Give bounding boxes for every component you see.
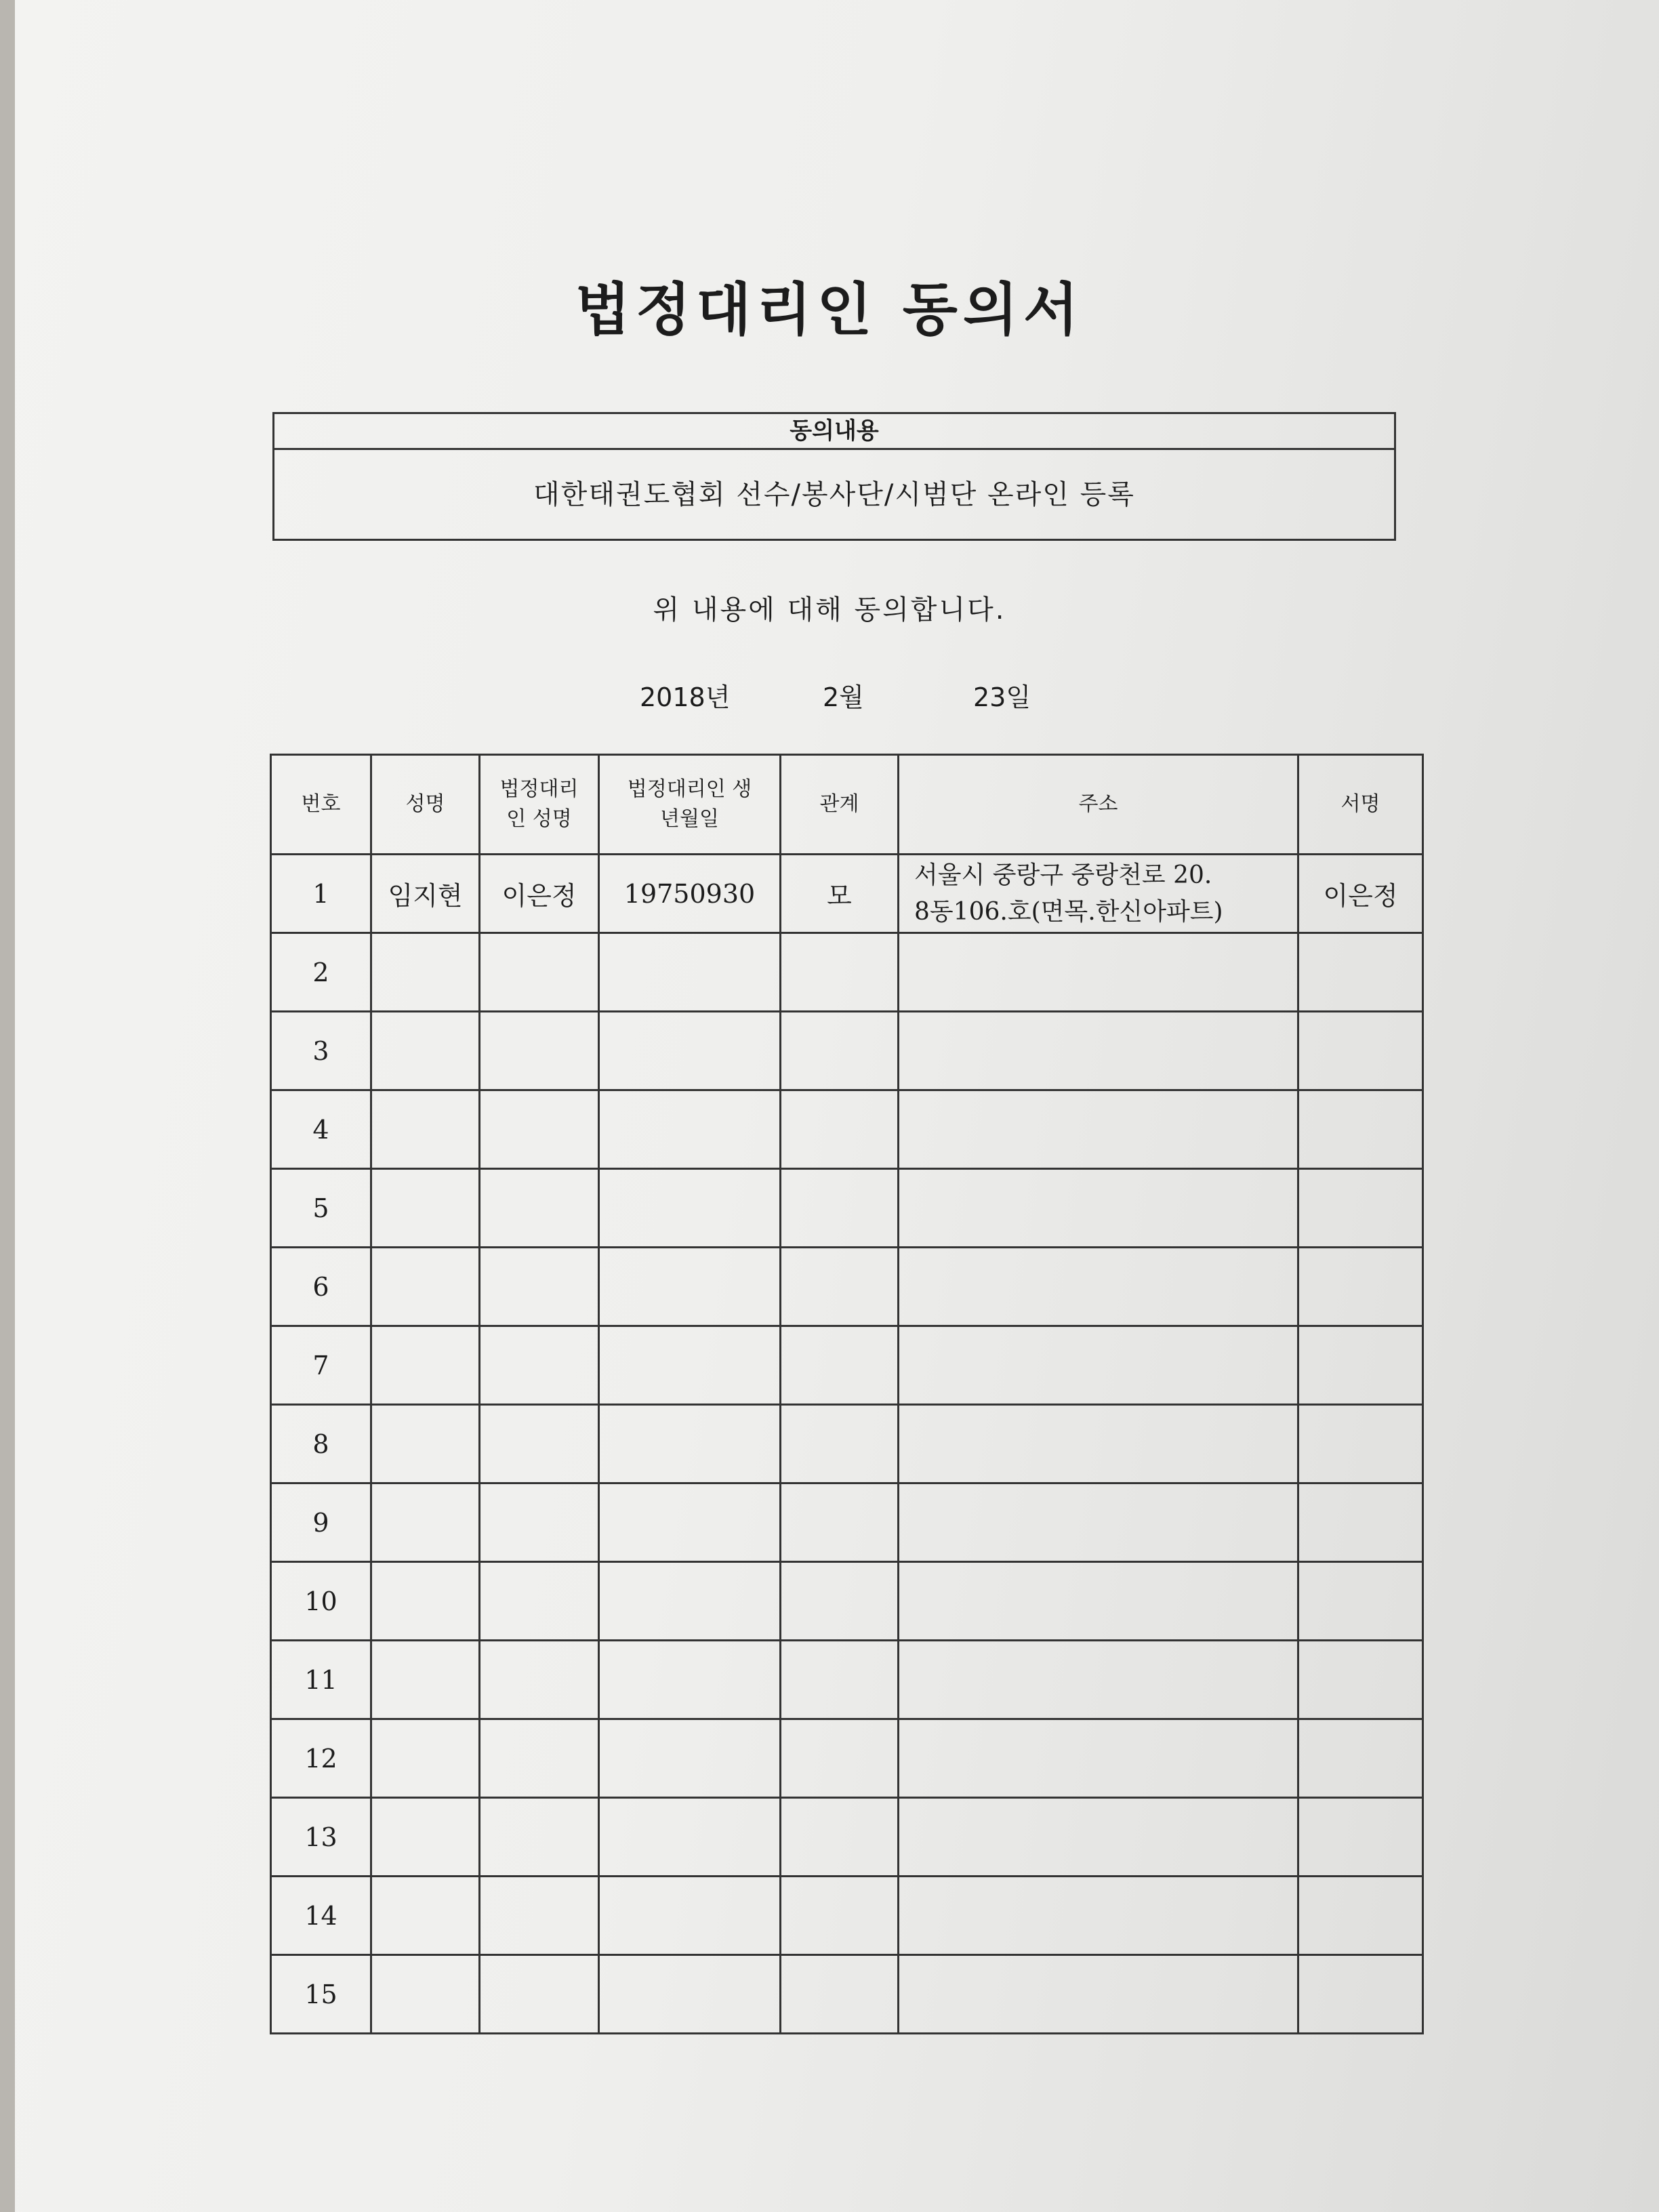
cell-address <box>899 855 1298 933</box>
date-day: 23일 <box>973 682 1031 712</box>
cell-no: 10 <box>271 1562 371 1641</box>
table-row <box>271 1090 1423 1169</box>
cell-relation <box>781 1326 899 1405</box>
table-row <box>271 1405 1423 1483</box>
cell-guardian-birth <box>599 1798 781 1877</box>
header-no: 번호 <box>271 755 371 855</box>
cell-relation <box>781 1012 899 1090</box>
cell-name <box>371 1798 480 1877</box>
cell-address <box>899 1483 1298 1562</box>
cell-address <box>899 1090 1298 1169</box>
table-row <box>271 1248 1423 1326</box>
cell-name: 임지현 <box>371 855 480 933</box>
cell-address <box>899 1955 1298 2034</box>
cell-no: 4 <box>271 1090 371 1169</box>
cell-no: 14 <box>271 1877 371 1955</box>
cell-address <box>899 1562 1298 1641</box>
guardian-roster-table <box>270 754 1424 2034</box>
cell-address <box>899 1641 1298 1719</box>
cell-address <box>899 1012 1298 1090</box>
header-address: 주소 <box>899 755 1298 855</box>
cell-address <box>899 1719 1298 1798</box>
cell-no: 13 <box>271 1798 371 1877</box>
cell-address <box>899 1248 1298 1326</box>
table-row <box>271 1955 1423 2034</box>
cell-no: 7 <box>271 1326 371 1405</box>
cell-no: 12 <box>271 1719 371 1798</box>
cell-no: 1 <box>271 855 371 933</box>
table-row <box>271 1719 1423 1798</box>
cell-relation <box>781 1090 899 1169</box>
cell-guardian-birth <box>599 1719 781 1798</box>
cell-no: 2 <box>271 933 371 1012</box>
cell-guardian-name <box>480 1955 599 2034</box>
header-relation: 관계 <box>781 755 899 855</box>
cell-guardian-name <box>480 1483 599 1562</box>
cell-relation <box>781 1641 899 1719</box>
cell-signature <box>1298 1641 1423 1719</box>
cell-signature <box>1298 1955 1423 2034</box>
cell-no: 15 <box>271 1955 371 2034</box>
cell-no: 5 <box>271 1169 371 1248</box>
cell-guardian-name <box>480 1877 599 1955</box>
cell-address <box>899 1798 1298 1877</box>
cell-guardian-birth <box>599 933 781 1012</box>
header-name: 성명 <box>371 755 480 855</box>
cell-signature <box>1298 1326 1423 1405</box>
cell-relation <box>781 1877 899 1955</box>
cell-name <box>371 1248 480 1326</box>
document-title: 법정대리인 동의서 <box>575 276 1084 343</box>
cell-no: 9 <box>271 1483 371 1562</box>
table-row <box>271 1877 1423 1955</box>
cell-relation <box>781 1169 899 1248</box>
cell-guardian-name: 이은정 <box>480 855 599 933</box>
cell-no: 11 <box>271 1641 371 1719</box>
cell-guardian-birth <box>599 1641 781 1719</box>
cell-name <box>371 1483 480 1562</box>
cell-signature <box>1298 1090 1423 1169</box>
table-row <box>271 1012 1423 1090</box>
date-year: 2018년 <box>640 682 731 712</box>
consent-header: 동의내용 <box>274 414 1394 450</box>
cell-guardian-birth <box>599 1562 781 1641</box>
cell-relation <box>781 1798 899 1877</box>
cell-relation <box>781 1248 899 1326</box>
cell-no: 3 <box>271 1012 371 1090</box>
consent-box <box>272 412 1396 541</box>
cell-name <box>371 1012 480 1090</box>
table-row <box>271 1326 1423 1405</box>
cell-name <box>371 1169 480 1248</box>
cell-name <box>371 1719 480 1798</box>
cell-guardian-name <box>480 1405 599 1483</box>
cell-guardian-name <box>480 933 599 1012</box>
cell-guardian-name <box>480 1090 599 1169</box>
cell-relation <box>781 1719 899 1798</box>
cell-guardian-birth <box>599 1012 781 1090</box>
cell-guardian-name <box>480 1169 599 1248</box>
cell-signature <box>1298 1169 1423 1248</box>
table-row <box>271 855 1423 933</box>
cell-signature <box>1298 1012 1423 1090</box>
address-line-2: 8동106.호(면목.한신아파트) <box>914 897 1223 926</box>
cell-name <box>371 1641 480 1719</box>
cell-signature <box>1298 933 1423 1012</box>
cell-guardian-birth <box>599 1326 781 1405</box>
cell-address <box>899 1169 1298 1248</box>
cell-address <box>899 1326 1298 1405</box>
cell-name <box>371 1405 480 1483</box>
table-row <box>271 1483 1423 1562</box>
cell-guardian-birth <box>599 1955 781 2034</box>
cell-address <box>899 1405 1298 1483</box>
table-row <box>271 933 1423 1012</box>
cell-signature <box>1298 1719 1423 1798</box>
table-header-row <box>271 755 1423 855</box>
cell-signature: 이은정 <box>1298 855 1423 933</box>
cell-name <box>371 1326 480 1405</box>
cell-name <box>371 1955 480 2034</box>
cell-relation <box>781 1405 899 1483</box>
header-guardian-name: 법정대리인 성명 <box>480 755 599 855</box>
cell-guardian-name <box>480 1562 599 1641</box>
table-row <box>271 1641 1423 1719</box>
cell-guardian-birth <box>599 1483 781 1562</box>
cell-guardian-name <box>480 1798 599 1877</box>
header-signature: 서명 <box>1298 755 1423 855</box>
cell-signature <box>1298 1248 1423 1326</box>
cell-signature <box>1298 1798 1423 1877</box>
table-row <box>271 1562 1423 1641</box>
cell-name <box>371 1090 480 1169</box>
table-row <box>271 1798 1423 1877</box>
cell-guardian-birth <box>599 1090 781 1169</box>
cell-no: 6 <box>271 1248 371 1326</box>
table-row <box>271 1169 1423 1248</box>
cell-guardian-name <box>480 1012 599 1090</box>
cell-guardian-birth <box>599 1248 781 1326</box>
header-guardian-birth: 법정대리인 생년월일 <box>599 755 781 855</box>
cell-relation <box>781 1483 899 1562</box>
cell-guardian-name <box>480 1641 599 1719</box>
cell-name <box>371 1877 480 1955</box>
cell-guardian-name <box>480 1719 599 1798</box>
cell-relation <box>781 1562 899 1641</box>
cell-guardian-birth <box>599 1169 781 1248</box>
cell-signature <box>1298 1562 1423 1641</box>
cell-no: 8 <box>271 1405 371 1483</box>
cell-address <box>899 1877 1298 1955</box>
cell-relation <box>781 1955 899 2034</box>
cell-signature <box>1298 1483 1423 1562</box>
cell-relation: 모 <box>781 855 899 933</box>
cell-signature <box>1298 1877 1423 1955</box>
cell-guardian-birth <box>599 1877 781 1955</box>
address-line-1: 서울시 중랑구 중랑천로 20. <box>914 861 1212 889</box>
date-month: 2월 <box>823 682 864 712</box>
cell-guardian-name <box>480 1326 599 1405</box>
cell-signature <box>1298 1405 1423 1483</box>
cell-guardian-name <box>480 1248 599 1326</box>
agreement-statement: 위 내용에 대해 동의합니다. <box>653 594 1006 626</box>
cell-guardian-birth: 19750930 <box>599 855 781 933</box>
cell-address <box>899 933 1298 1012</box>
cell-guardian-birth <box>599 1405 781 1483</box>
cell-name <box>371 933 480 1012</box>
cell-relation <box>781 933 899 1012</box>
consent-content: 대한태권도협회 선수/봉사단/시범단 온라인 등록 <box>533 479 1135 510</box>
cell-name <box>371 1562 480 1641</box>
